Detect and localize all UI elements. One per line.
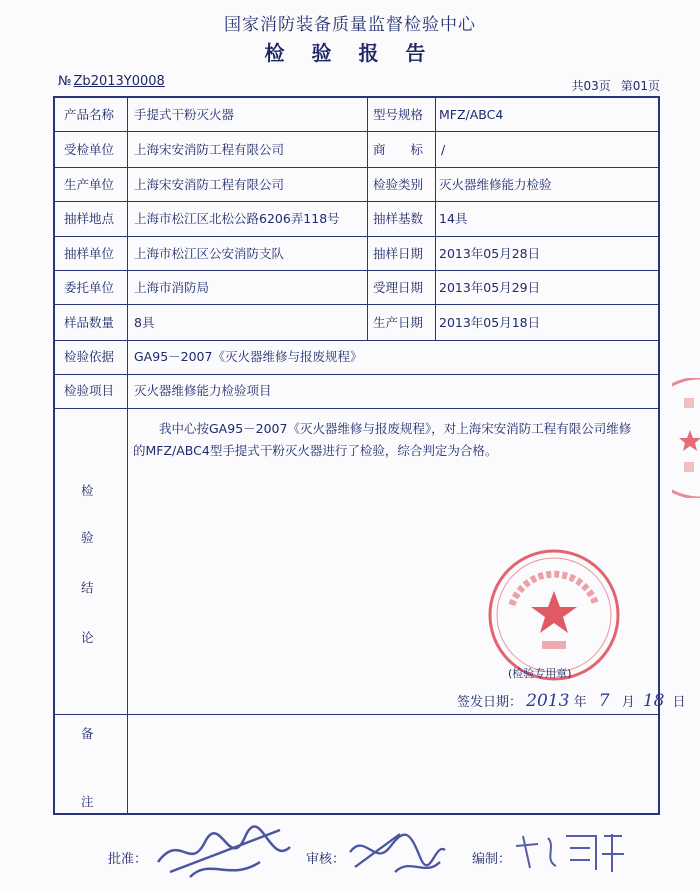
sampling-unit-value: 上海市松江区公安消防支队 xyxy=(134,246,285,261)
column-divider xyxy=(435,98,436,340)
basis-value: GA95－2007《灭火器维修与报废规程》 xyxy=(134,349,363,364)
issue-month: 7 xyxy=(598,691,610,711)
sample-quantity-value: 8具 xyxy=(134,315,155,330)
month-label: 月 xyxy=(621,695,635,710)
row-divider xyxy=(55,340,658,341)
report-number-prefix: № xyxy=(58,74,72,89)
page-info xyxy=(571,77,660,94)
year-label: 年 xyxy=(573,695,587,710)
conclusion-label-char: 检 xyxy=(81,483,94,498)
compile-signature-icon xyxy=(508,826,628,880)
approve-label: 批准： xyxy=(108,852,148,867)
review-label: 审核： xyxy=(306,852,346,867)
model-label: 型号规格 xyxy=(373,107,424,122)
sampling-base-label: 抽样基数 xyxy=(373,211,424,226)
column-divider xyxy=(367,98,368,340)
report-org: 国家消防装备质量监督检验中心 xyxy=(224,15,476,35)
stamp-label: (检验专用章) xyxy=(508,667,572,680)
row-divider xyxy=(55,304,658,305)
row-divider xyxy=(55,714,658,715)
conclusion-label-char: 论 xyxy=(81,630,94,645)
day-label: 日 xyxy=(672,695,686,710)
approve-signature-icon xyxy=(150,822,300,886)
row-divider xyxy=(55,408,658,409)
inspection-type-label: 检验类别 xyxy=(373,177,424,192)
acceptance-date-value: 2013年05月29日 xyxy=(439,280,541,295)
trademark-label: 商 标 xyxy=(373,142,424,157)
total-pages: 共03页 xyxy=(571,79,611,93)
product-name-label: 产品名称 xyxy=(64,107,115,122)
basis-label: 检验依据 xyxy=(64,349,115,364)
remarks-label-char: 备 xyxy=(81,726,94,741)
report-number xyxy=(58,74,165,89)
sampling-location-value: 上海市松江区北松公路6206弄118号 xyxy=(134,211,340,226)
sampling-date-value: 2013年05月28日 xyxy=(439,246,541,261)
inspected-unit-label: 受检单位 xyxy=(64,142,115,157)
current-page: 第01页 xyxy=(620,79,660,93)
conclusion-label-char: 结 xyxy=(81,580,94,595)
product-name-value: 手提式干粉灭火器 xyxy=(134,107,235,122)
row-divider xyxy=(55,167,658,168)
partial-seal-icon xyxy=(672,378,700,498)
row-divider xyxy=(55,131,658,132)
remarks-label-char: 注 xyxy=(81,794,94,809)
acceptance-date-label: 受理日期 xyxy=(373,280,424,295)
sampling-location-label: 抽样地点 xyxy=(64,211,115,226)
items-value: 灭火器维修能力检验项目 xyxy=(134,383,272,398)
review-signature-icon xyxy=(340,822,450,882)
production-date-label: 生产日期 xyxy=(373,315,424,330)
manufacturer-value: 上海宋安消防工程有限公司 xyxy=(134,177,285,192)
inspected-unit-value: 上海宋安消防工程有限公司 xyxy=(134,142,285,157)
row-divider xyxy=(55,374,658,375)
report-title: 检 验 报 告 xyxy=(264,41,436,65)
row-divider xyxy=(55,236,658,237)
row-divider xyxy=(55,270,658,271)
row-divider xyxy=(55,201,658,202)
entrusting-unit-value: 上海市消防局 xyxy=(134,280,210,295)
inspection-type-value: 灭火器维修能力检验 xyxy=(439,177,552,192)
model-value: MFZ/ABC4 xyxy=(439,107,504,122)
production-date-value: 2013年05月18日 xyxy=(439,315,541,330)
issue-date xyxy=(457,691,686,711)
conclusion-text: 我中心按GA95－2007《灭火器维修与报废规程》，对上海宋安消防工程有限公司维修的MFZ/ABC4型手提式干粉灭火器进行了检验，综合判定为合格。 xyxy=(133,421,632,458)
sampling-date-label: 抽样日期 xyxy=(373,246,424,261)
items-label: 检验项目 xyxy=(64,383,115,398)
manufacturer-label: 生产单位 xyxy=(64,177,115,192)
report-number-value: Zb2013Y0008 xyxy=(73,74,165,89)
column-divider xyxy=(127,98,128,813)
signature-row xyxy=(0,836,700,886)
sample-quantity-label: 样品数量 xyxy=(64,315,115,330)
sampling-base-value: 14具 xyxy=(439,211,468,226)
trademark-value: / xyxy=(441,142,446,157)
compile-label: 编制： xyxy=(472,852,512,867)
issue-year: 2013 xyxy=(526,691,570,711)
entrusting-unit-label: 委托单位 xyxy=(64,280,115,295)
official-seal-icon xyxy=(484,545,624,685)
report-form xyxy=(53,96,686,815)
issue-date-label: 签发日期： xyxy=(457,695,523,710)
sampling-unit-label: 抽样单位 xyxy=(64,246,115,261)
issue-day: 18 xyxy=(642,691,665,711)
conclusion-label-char: 验 xyxy=(81,530,94,545)
